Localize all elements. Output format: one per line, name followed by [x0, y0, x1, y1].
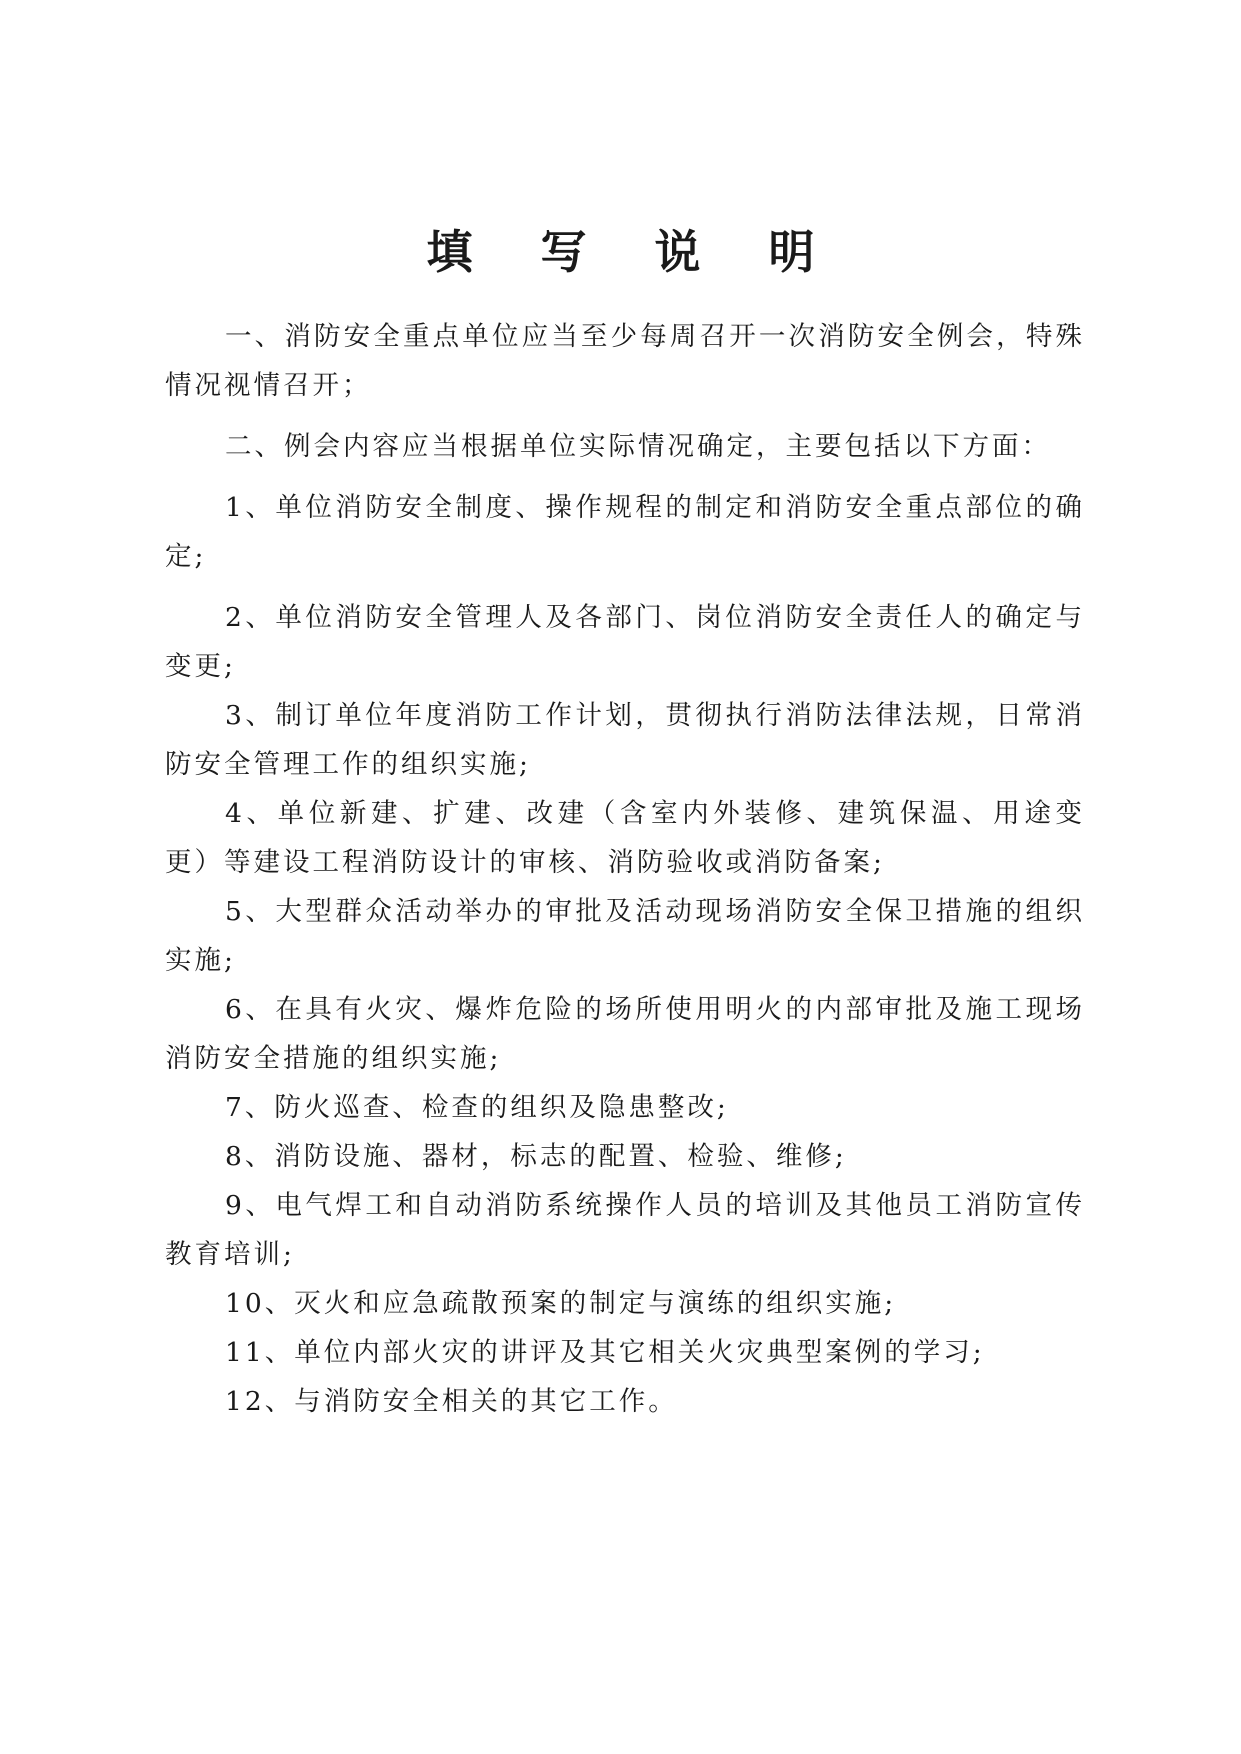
paragraph-spacer	[165, 410, 1085, 422]
intro-paragraph-2: 二、例会内容应当根据单位实际情况确定，主要包括以下方面：	[225, 431, 1051, 462]
list-item: 12、与消防安全相关的其它工作。	[225, 1386, 678, 1417]
paragraph-spacer	[165, 471, 1085, 483]
list-item: 7、防火巡查、检查的组织及隐患整改;	[225, 1092, 729, 1123]
list-item: 6、在具有火灾、爆炸危险的场所使用明火的内部审批及施工现场消防安全措施的组织实施;	[165, 994, 1085, 1074]
intro-paragraph-1: 一、消防安全重点单位应当至少每周召开一次消防安全例会，特殊情况视情召开；	[165, 321, 1085, 401]
page-title: 填 写 说 明	[426, 225, 841, 279]
list-item: 4、单位新建、扩建、改建（含室内外装修、建筑保温、用途变更）等建设工程消防设计的审核、消防验收或消防备案;	[165, 798, 1085, 878]
instructions-body	[165, 312, 1085, 1426]
list-item: 3、制订单位年度消防工作计划，贯彻执行消防法律法规，日常消防安全管理工作的组织实施;	[165, 700, 1085, 780]
list-item: 2、单位消防安全管理人及各部门、岗位消防安全责任人的确定与变更;	[165, 602, 1085, 682]
list-item: 10、灭火和应急疏散预案的制定与演练的组织实施;	[225, 1288, 897, 1319]
list-item: 9、电气焊工和自动消防系统操作人员的培训及其他员工消防宣传教育培训;	[165, 1190, 1085, 1270]
list-item: 1、单位消防安全制度、操作规程的制定和消防安全重点部位的确定;	[165, 492, 1085, 572]
list-item: 5、大型群众活动举办的审批及活动现场消防安全保卫措施的组织实施;	[165, 896, 1085, 976]
list-item: 8、消防设施、器材，标志的配置、检验、维修;	[225, 1141, 847, 1172]
paragraph-spacer	[165, 581, 1085, 593]
list-item: 11、单位内部火灾的讲评及其它相关火灾典型案例的学习;	[225, 1337, 985, 1368]
